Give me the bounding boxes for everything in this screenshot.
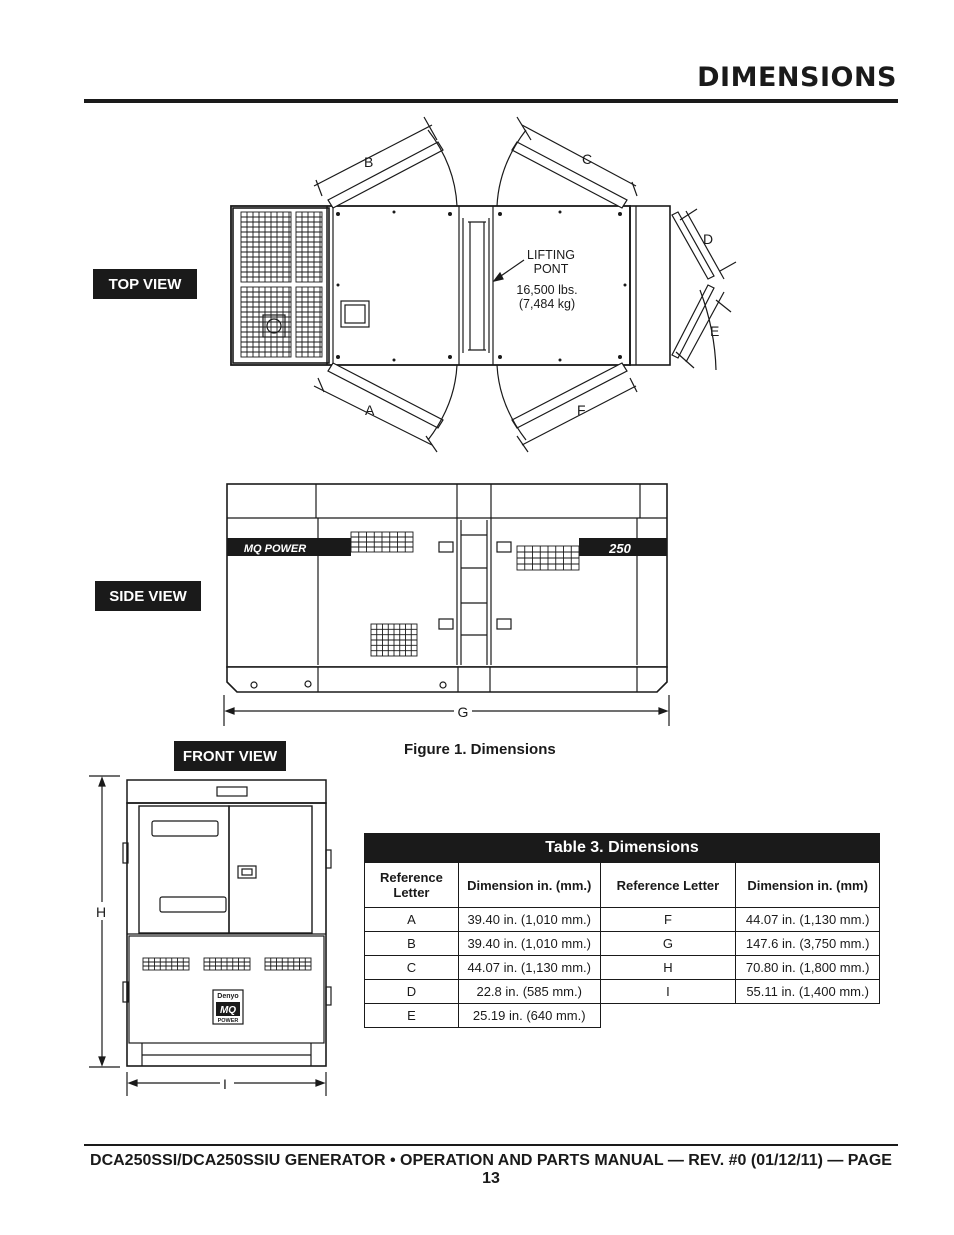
top-view-label: TOP VIEW <box>93 269 197 299</box>
table-header-cell: Dimension in. (mm.) <box>458 863 600 908</box>
table-cell: H <box>600 956 736 980</box>
table-cell: E <box>365 1004 459 1028</box>
table-cell: 39.40 in. (1,010 mm.) <box>458 932 600 956</box>
letter-b: B <box>364 154 374 170</box>
table-header-cell: Dimension in. (mm) <box>736 863 880 908</box>
table-cell: G <box>600 932 736 956</box>
table-row <box>365 908 880 932</box>
letter-c: C <box>582 151 593 167</box>
table-cell: 44.07 in. (1,130 mm.) <box>736 908 880 932</box>
lifting-weight-lbs: 16,500 lbs. <box>516 283 578 297</box>
table-header-row <box>365 863 880 908</box>
top-view-drawing <box>0 0 954 470</box>
page-footer: DCA250SSI/DCA250SSIU GENERATOR • OPERATION AND PARTS MANUAL — REV. #0 (01/12/11) — PAGE 13 <box>90 1152 892 1187</box>
table-cell-empty <box>736 1004 880 1028</box>
table-cell: I <box>600 980 736 1004</box>
letter-d: D <box>703 231 714 247</box>
table-row <box>365 932 880 956</box>
dimensions-table <box>364 833 880 1028</box>
letter-f: F <box>577 402 586 418</box>
table-cell: 22.8 in. (585 mm.) <box>458 980 600 1004</box>
page-title: DIMENSIONS <box>697 62 897 93</box>
front-logo-mid: MQ <box>219 1005 237 1016</box>
side-brand-label: MQ POWER <box>243 543 307 555</box>
table-caption: Table 3. Dimensions <box>365 834 880 863</box>
front-logo-top: Denyo <box>217 993 239 1000</box>
side-view-label: SIDE VIEW <box>95 581 201 611</box>
front-logo-bottom: POWER <box>217 1018 239 1024</box>
side-model-label: 250 <box>609 541 631 556</box>
side-view-drawing <box>0 470 954 730</box>
table-cell: 39.40 in. (1,010 mm.) <box>458 908 600 932</box>
table-cell: F <box>600 908 736 932</box>
letter-i: I <box>223 1076 227 1092</box>
letter-e: E <box>710 323 720 339</box>
table-header-cell: Reference Letter <box>600 863 736 908</box>
letter-g: G <box>457 704 469 720</box>
lifting-weight-kg: (7,484 kg) <box>518 297 576 311</box>
table-header-cell: Reference Letter <box>365 863 459 908</box>
front-view-drawing <box>0 770 360 1100</box>
footer-rule <box>84 1144 898 1146</box>
table-cell: 44.07 in. (1,130 mm.) <box>458 956 600 980</box>
table-cell: 70.80 in. (1,800 mm.) <box>736 956 880 980</box>
front-view-label: FRONT VIEW <box>174 741 286 771</box>
letter-a: A <box>365 402 375 418</box>
figure-caption: Figure 1. Dimensions <box>404 741 556 758</box>
table-cell: B <box>365 932 459 956</box>
table-row <box>365 980 880 1004</box>
table-cell: 147.6 in. (3,750 mm.) <box>736 932 880 956</box>
table-cell: A <box>365 908 459 932</box>
table-cell-empty <box>600 1004 736 1028</box>
table-cell: 25.19 in. (640 mm.) <box>458 1004 600 1028</box>
table-row <box>365 1004 880 1028</box>
lifting-label-1: LIFTING <box>527 248 575 262</box>
table-row <box>365 956 880 980</box>
table-cell: D <box>365 980 459 1004</box>
lifting-label-2: PONT <box>533 262 569 276</box>
table-cell: 55.11 in. (1,400 mm.) <box>736 980 880 1004</box>
letter-h: H <box>96 904 107 920</box>
table-cell: C <box>365 956 459 980</box>
